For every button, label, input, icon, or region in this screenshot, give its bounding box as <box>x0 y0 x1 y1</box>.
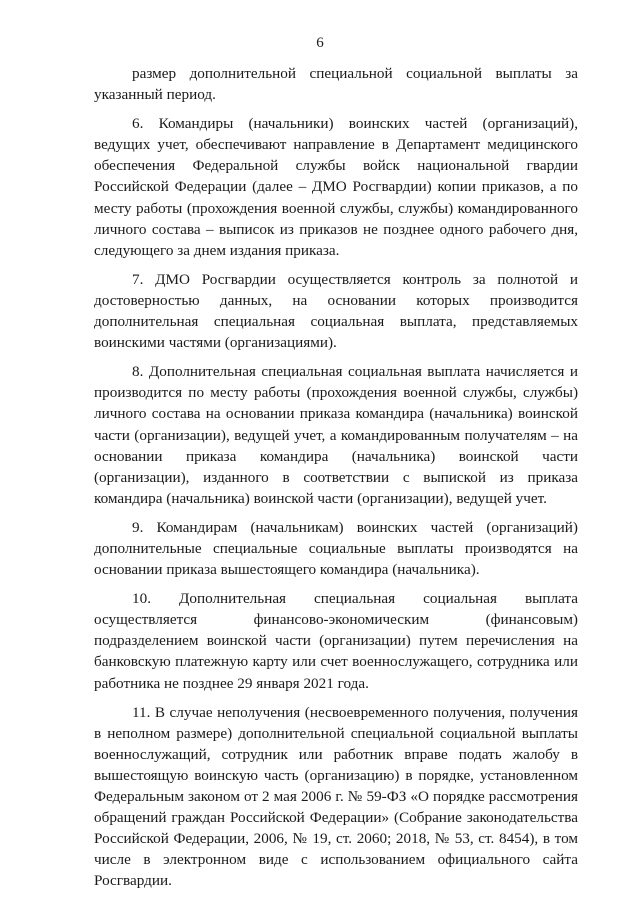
page-number: 6 <box>316 35 324 51</box>
document-body <box>94 63 578 891</box>
paragraph-8: 8. Дополнительная специальная социальная выплата начисляется и производится по месту работы (прохождения военной службы, службы) личного состава на основании приказа командира (начальника) воинской части (организации), ведущей учет, а командированным получателям – на основании приказа командира (начальника) воинской части (организации), изданного в соответствии с выпиской из приказа командира (начальника) воинской части (организации), ведущей учет. <box>94 363 578 507</box>
paragraph-continuation: размер дополнительной специальной социальной выплаты за указанный период. <box>94 65 578 104</box>
paragraph-11: 11. В случае неполучения (несвоевременного получения, получения в неполном размере) дополнительной специальной социальной выплаты военнослужащий, сотрудник или работник вправе подать жалобу в вышестоящую воинскую часть (организацию) в порядке, установленном Федеральным законом от 2 мая 2006 г. № 59-ФЗ «О порядке рассмотрения обращений граждан Российской Федерации» (Собрание законодательства Российской Федерации, 2006, № 19, ст. 2060; 2018, № 53, ст. 8454), в том числе в электронном виде с использованием официального сайта Росгвардии. <box>94 703 578 890</box>
paragraph-9: 9. Командирам (начальникам) воинских частей (организаций) дополнительные специальные социальные выплаты производятся на основании приказа вышестоящего командира (начальника). <box>94 518 578 579</box>
paragraph-6: 6. Командиры (начальники) воинских частей (организаций), ведущих учет, обеспечивают направление в Департамент медицинского обеспечения Федеральной службы войск национальной гвардии Российской Федерации (далее – ДМО Росгвардии) копии приказов, а по месту работы (прохождения военной службы, службы) командированного личного состава – выписок из приказов не позднее одного рабочего дня, следующего за днем издания приказа. <box>94 115 578 259</box>
paragraph-10: 10. Дополнительная специальная социальная выплата осуществляется финансово-экономическим (финансовым) подразделением воинской части (организации) путем перечисления на банковскую платежную карту или счет военнослужащего, сотрудника или работника не позднее 29 января 2021 года. <box>94 590 578 692</box>
paragraph-7: 7. ДМО Росгвардии осуществляется контроль за полнотой и достоверностью данных, на основании которых производится дополнительная специальная социальная выплата, представляемых воинскими частями (организациями). <box>94 270 578 352</box>
